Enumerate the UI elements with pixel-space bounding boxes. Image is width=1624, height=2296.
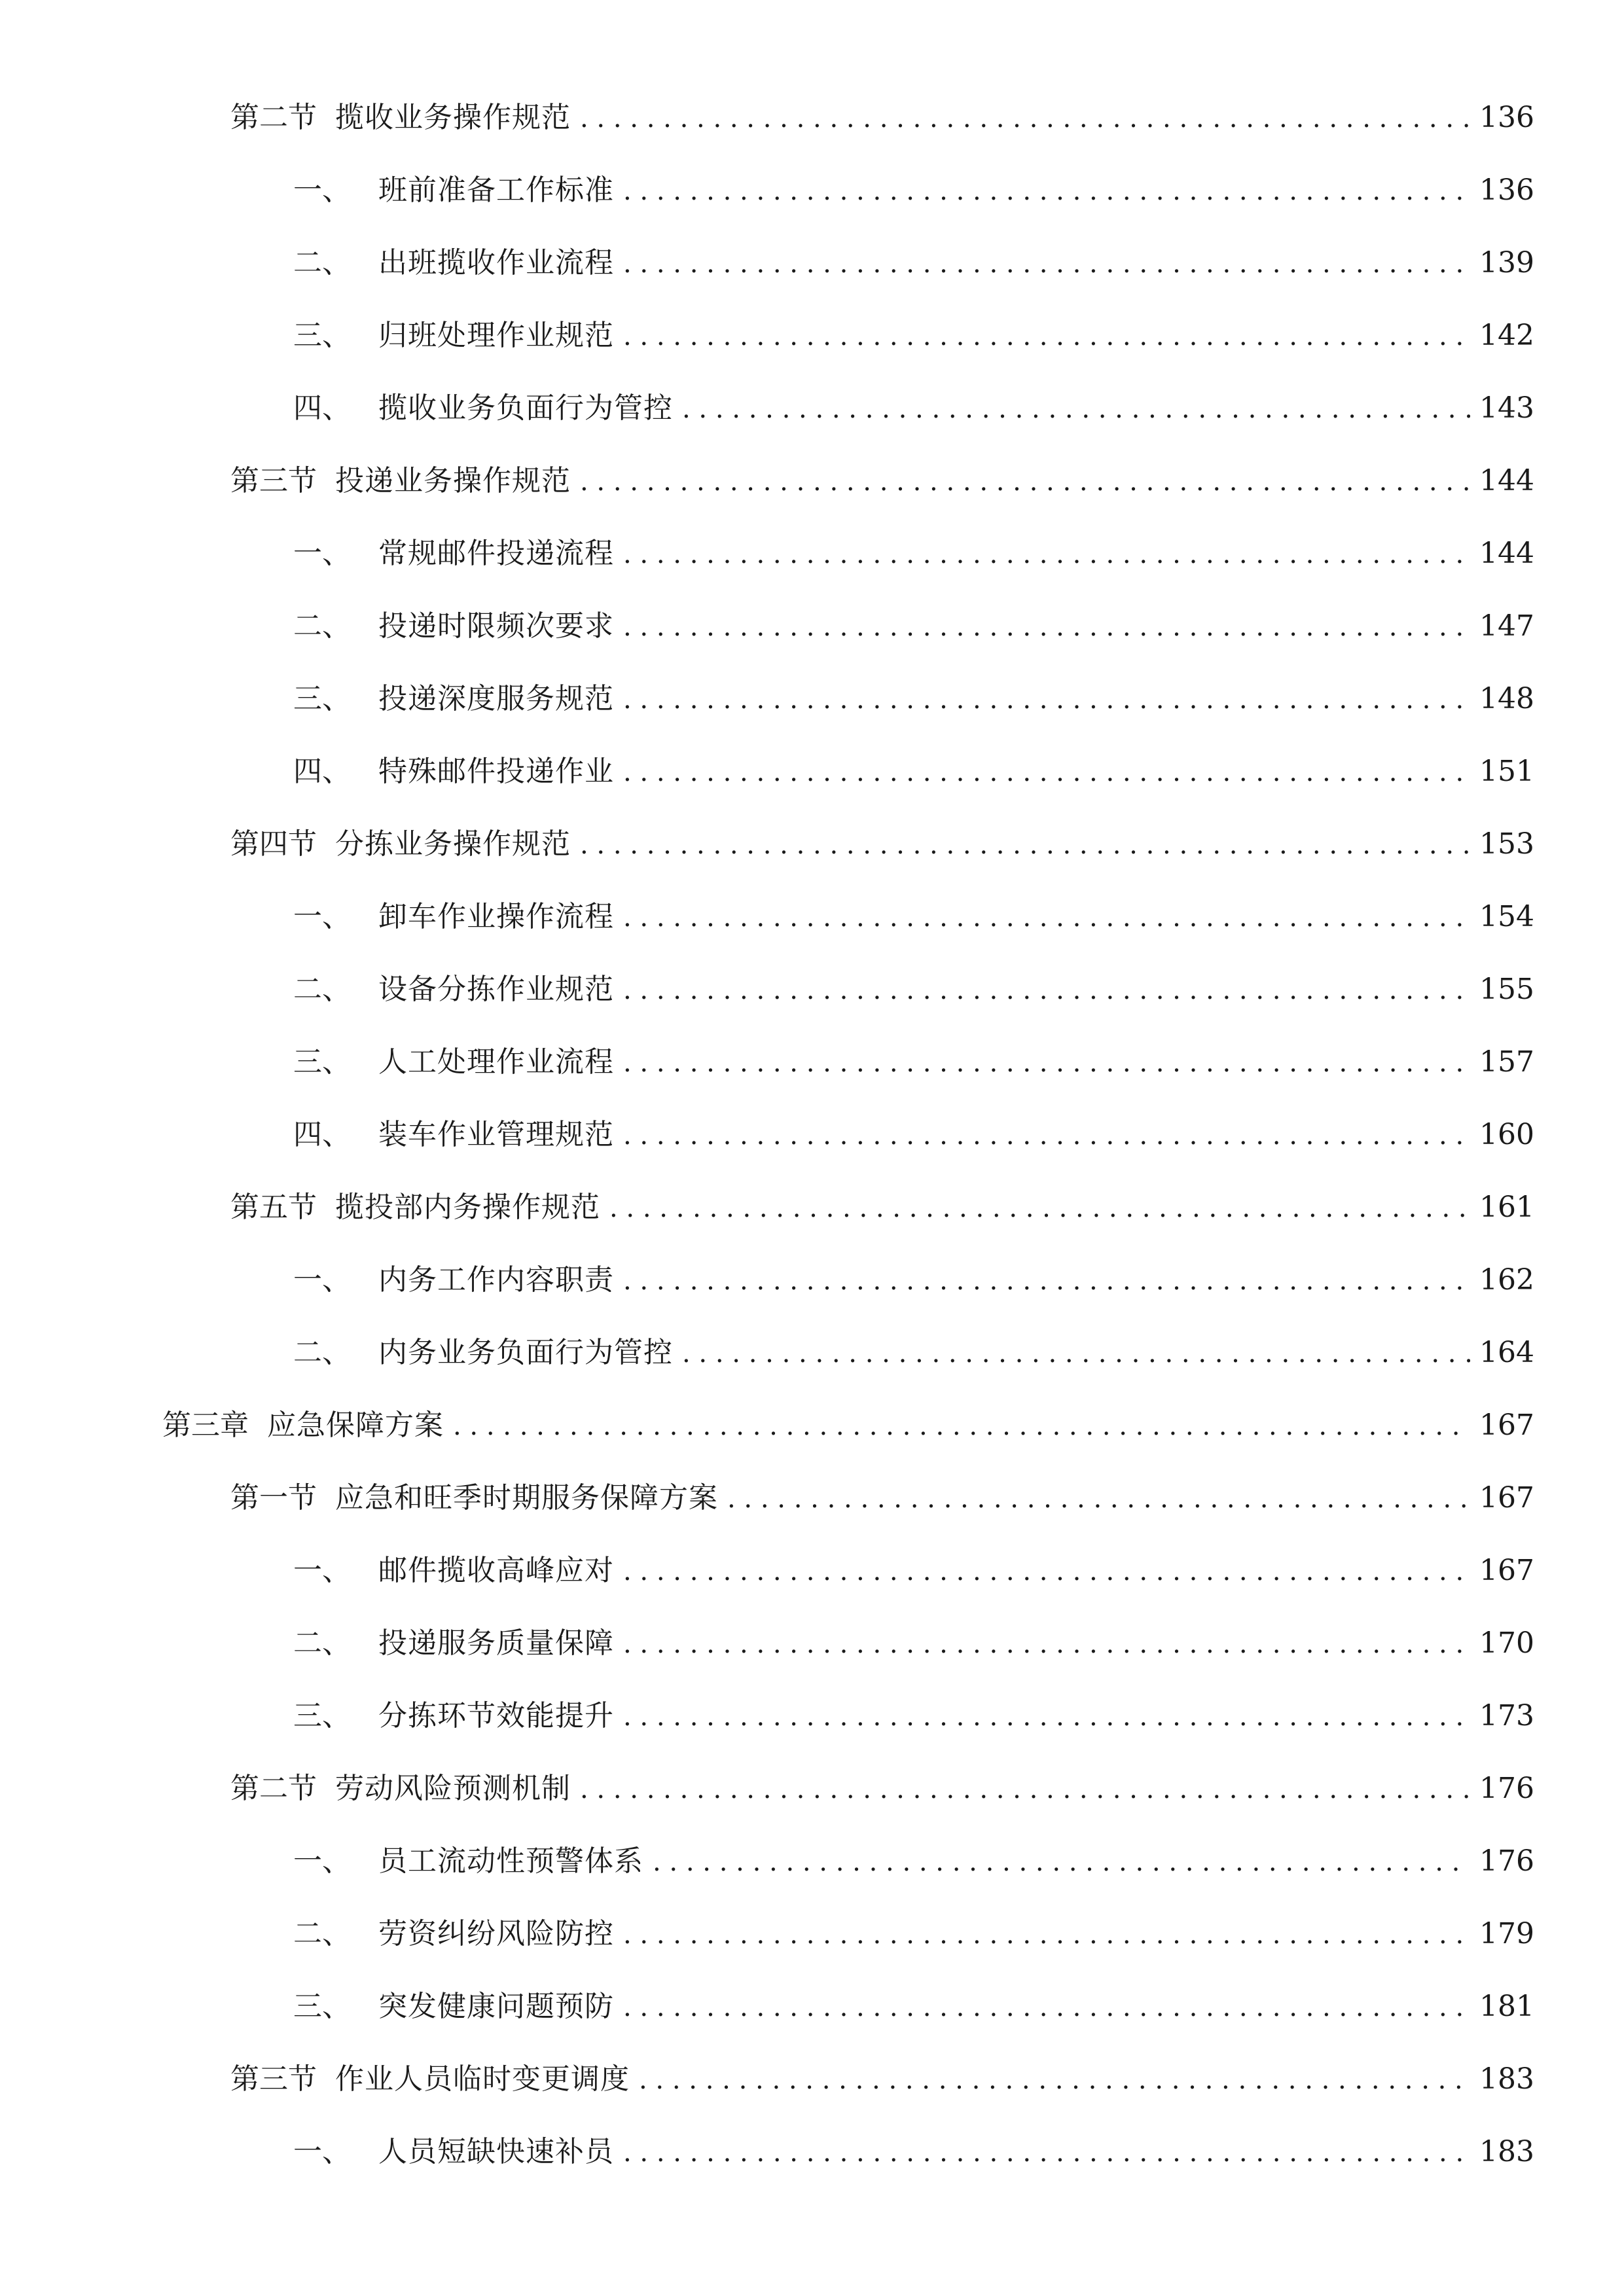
toc-entry-section[interactable] — [230, 92, 1532, 144]
dot-leader — [580, 456, 1470, 508]
toc-title: 分拣环节效能提升 — [378, 1699, 614, 1732]
toc-entry-section[interactable] — [230, 1472, 1532, 1524]
toc-entry-chapter[interactable] — [162, 1399, 1532, 1452]
toc-title: 内务业务负面行为管控 — [378, 1336, 673, 1369]
toc-title: 员工流动性预警体系 — [378, 1844, 643, 1878]
dot-leader — [623, 601, 1470, 653]
dot-leader — [653, 1836, 1470, 1888]
toc-title: 投递深度服务规范 — [378, 682, 614, 715]
dot-leader — [623, 891, 1470, 944]
toc-title: 作业人员临时变更调度 — [335, 2062, 630, 2096]
dot-leader — [609, 1182, 1470, 1234]
toc-entry-item[interactable] — [293, 673, 1532, 725]
toc-entry-section[interactable] — [230, 455, 1532, 507]
dot-leader — [682, 1327, 1470, 1380]
toc-page-number: 136 — [1479, 173, 1534, 207]
toc-entry-item[interactable] — [293, 745, 1532, 798]
toc-page-number: 162 — [1479, 1263, 1534, 1297]
toc-entry-item[interactable] — [293, 1617, 1532, 1670]
toc-number: 一、 — [293, 2135, 351, 2168]
toc-page-number: 151 — [1479, 755, 1534, 788]
toc-entry-item[interactable] — [293, 1327, 1532, 1379]
dot-leader — [623, 1545, 1470, 1598]
dot-leader — [580, 819, 1470, 871]
dot-leader — [639, 2054, 1470, 2106]
toc-title: 人员短缺快速补员 — [378, 2135, 614, 2168]
toc-title: 揽收业务操作规范 — [335, 101, 571, 134]
toc-page-number: 144 — [1479, 537, 1534, 570]
toc-title: 出班揽收作业流程 — [378, 246, 614, 279]
toc-title: 投递时限频次要求 — [378, 609, 614, 643]
dot-leader — [623, 1037, 1470, 1089]
toc-entry-item[interactable] — [293, 382, 1532, 435]
toc-number: 一、 — [293, 1554, 351, 1587]
toc-number: 三、 — [293, 1699, 351, 1732]
dot-leader — [623, 2126, 1470, 2179]
dot-leader — [623, 673, 1470, 726]
toc-title: 常规邮件投递流程 — [378, 537, 614, 570]
toc-number: 二、 — [293, 973, 351, 1006]
toc-entry-item[interactable] — [293, 1690, 1532, 1742]
toc-title: 劳动风险预测机制 — [335, 1772, 571, 1805]
toc-entry-item[interactable] — [293, 1908, 1532, 1960]
toc-number: 二、 — [293, 246, 351, 279]
toc-entry-section[interactable] — [230, 818, 1532, 870]
toc-page-number: 167 — [1479, 1554, 1534, 1587]
toc-number: 第四节 — [230, 827, 317, 861]
dot-leader — [580, 1763, 1470, 1816]
toc-title: 突发健康问题预防 — [378, 1990, 614, 2023]
dot-leader — [623, 528, 1470, 581]
toc-entry-item[interactable] — [293, 2126, 1532, 2178]
toc-page-number: 173 — [1479, 1699, 1534, 1732]
toc-title: 班前准备工作标准 — [378, 173, 614, 207]
toc-title: 卸车作业操作流程 — [378, 900, 614, 933]
dot-leader — [623, 1109, 1470, 1162]
toc-entry-section[interactable] — [230, 1181, 1532, 1234]
toc-title: 人工处理作业流程 — [378, 1045, 614, 1079]
toc-page-number: 183 — [1479, 2062, 1534, 2096]
toc-entry-item[interactable] — [293, 963, 1532, 1016]
dot-leader — [623, 1981, 1470, 2034]
toc-page-number: 154 — [1479, 900, 1534, 933]
dot-leader — [727, 1473, 1470, 1525]
toc-entry-item[interactable] — [293, 600, 1532, 653]
toc-number: 第三章 — [162, 1408, 249, 1442]
toc-number: 一、 — [293, 1263, 351, 1297]
toc-page-number: 164 — [1479, 1336, 1534, 1369]
toc-number: 一、 — [293, 1844, 351, 1878]
toc-number: 二、 — [293, 609, 351, 643]
toc-page-number: 170 — [1479, 1626, 1534, 1660]
toc-entry-item[interactable] — [293, 164, 1532, 217]
toc-number: 二、 — [293, 1336, 351, 1369]
dot-leader — [623, 1255, 1470, 1307]
dot-leader — [580, 92, 1470, 145]
toc-number: 一、 — [293, 537, 351, 570]
dot-leader — [623, 1909, 1470, 1961]
toc-number: 三、 — [293, 1045, 351, 1079]
toc-title: 分拣业务操作规范 — [335, 827, 571, 861]
toc-page-number: 155 — [1479, 973, 1534, 1006]
toc-title: 应急保障方案 — [267, 1408, 444, 1442]
dot-leader — [623, 310, 1470, 363]
dot-leader — [453, 1400, 1470, 1452]
toc-title: 劳资纠纷风险防控 — [378, 1917, 614, 1950]
toc-page-number: 160 — [1479, 1118, 1534, 1151]
toc-title: 投递服务质量保障 — [378, 1626, 614, 1660]
dot-leader — [623, 1691, 1470, 1743]
toc-number: 第二节 — [230, 101, 317, 134]
toc-page-number: 181 — [1479, 1990, 1534, 2023]
toc-page-number: 167 — [1479, 1481, 1534, 1515]
toc-entry-item[interactable] — [293, 1835, 1532, 1888]
toc-entry-item[interactable] — [293, 891, 1532, 943]
toc-title: 归班处理作业规范 — [378, 319, 614, 352]
toc-entry-item[interactable] — [293, 1254, 1532, 1306]
toc-number: 四、 — [293, 1118, 351, 1151]
toc-page-number: 139 — [1479, 246, 1534, 279]
toc-entry-item[interactable] — [293, 1036, 1532, 1088]
toc-entry-item[interactable] — [293, 1109, 1532, 1161]
toc-number: 三、 — [293, 682, 351, 715]
dot-leader — [623, 165, 1470, 217]
toc-title: 揽投部内务操作规范 — [335, 1191, 600, 1224]
dot-leader — [623, 746, 1470, 798]
toc-page-number: 176 — [1479, 1844, 1534, 1878]
toc-number: 一、 — [293, 173, 351, 207]
toc-page-number: 157 — [1479, 1045, 1534, 1079]
toc-number: 三、 — [293, 319, 351, 352]
toc-title: 装车作业管理规范 — [378, 1118, 614, 1151]
toc-number: 二、 — [293, 1626, 351, 1660]
toc-number: 三、 — [293, 1990, 351, 2023]
toc-title: 应急和旺季时期服务保障方案 — [335, 1481, 718, 1515]
toc-title: 内务工作内容职责 — [378, 1263, 614, 1297]
dot-leader — [623, 238, 1470, 290]
toc-page-number: 161 — [1479, 1191, 1534, 1224]
toc-entry-section[interactable] — [230, 2053, 1532, 2106]
toc-number: 四、 — [293, 391, 351, 425]
toc-title: 特殊邮件投递作业 — [378, 755, 614, 788]
toc-page-number: 167 — [1479, 1408, 1534, 1442]
toc-title: 投递业务操作规范 — [335, 464, 571, 497]
toc-entry-item[interactable] — [293, 237, 1532, 289]
toc-title: 设备分拣作业规范 — [378, 973, 614, 1006]
toc-page-number: 147 — [1479, 609, 1534, 643]
toc-number: 一、 — [293, 900, 351, 933]
toc-page-number: 136 — [1479, 101, 1534, 134]
toc-page-number: 153 — [1479, 827, 1534, 861]
toc-number: 第二节 — [230, 1772, 317, 1805]
toc-entry-item[interactable] — [293, 1981, 1532, 2033]
toc-number: 四、 — [293, 755, 351, 788]
toc-title: 邮件揽收高峰应对 — [378, 1554, 614, 1587]
toc-page-number: 144 — [1479, 464, 1534, 497]
toc-entry-item[interactable] — [293, 310, 1532, 362]
toc-number: 第五节 — [230, 1191, 317, 1224]
dot-leader — [623, 964, 1470, 1016]
toc-number: 第一节 — [230, 1481, 317, 1515]
toc-page-number: 176 — [1479, 1772, 1534, 1805]
dot-leader — [682, 383, 1470, 435]
toc-page-number: 148 — [1479, 682, 1534, 715]
toc-page-number: 143 — [1479, 391, 1534, 425]
toc-entry-item[interactable] — [293, 1545, 1532, 1597]
toc-number: 二、 — [293, 1917, 351, 1950]
toc-entry-section[interactable] — [230, 1763, 1532, 1815]
toc-number: 第三节 — [230, 2062, 317, 2096]
toc-page-number: 142 — [1479, 319, 1534, 352]
toc-entry-item[interactable] — [293, 528, 1532, 580]
toc-number: 第三节 — [230, 464, 317, 497]
dot-leader — [623, 1618, 1470, 1670]
toc-page-number: 183 — [1479, 2135, 1534, 2168]
toc-page-number: 179 — [1479, 1917, 1534, 1950]
toc-title: 揽收业务负面行为管控 — [378, 391, 673, 425]
